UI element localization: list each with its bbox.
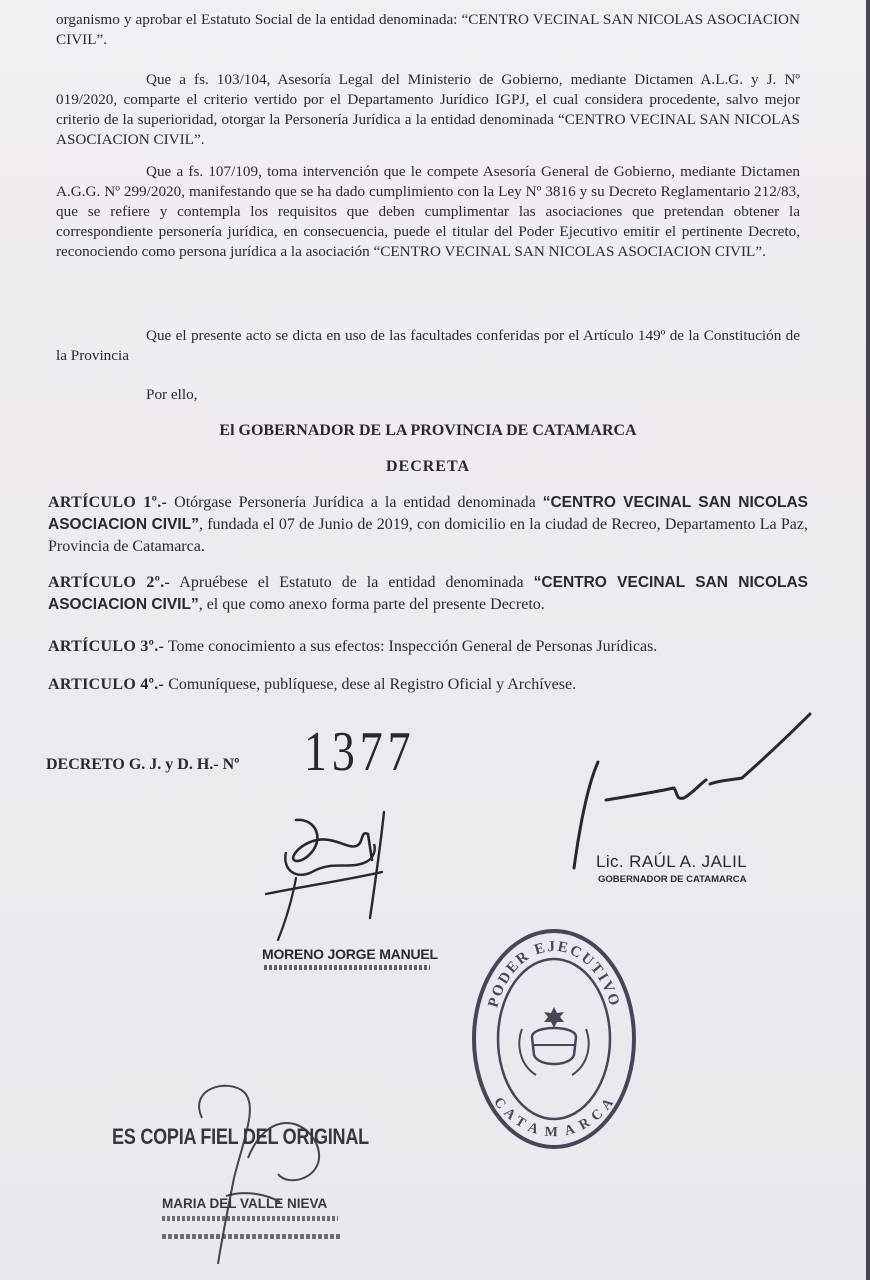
minister-name: MORENO JORGE MANUEL <box>262 946 438 962</box>
decreta-heading: DECRETA <box>385 458 471 475</box>
article-3: ARTÍCULO 3º.- Tome conocimiento a sus efectos: Inspección General de Personas Jurídicas. <box>48 638 658 655</box>
article-4: ARTICULO 4º.- Comuníquese, publíquese, dese al Registro Oficial y Archívese. <box>48 676 577 693</box>
page-edge <box>866 0 870 1280</box>
minister-title-illegible <box>264 965 430 970</box>
executive-seal <box>470 925 638 1153</box>
certifier-title-illegible-1 <box>162 1216 338 1221</box>
certifier-signature <box>148 1078 348 1268</box>
seal-bottom-text: CATAMARCA <box>490 1094 618 1141</box>
governor-title: GOBERNADOR DE CATAMARCA <box>598 874 747 885</box>
coat-of-arms-icon <box>519 1007 588 1075</box>
seal-top-text: PODER EJECUTIVO <box>485 938 623 1010</box>
decree-label: DECRETO G. J. y D. H.- Nº <box>46 756 240 773</box>
certifier-title-illegible-2 <box>162 1234 342 1239</box>
paragraph-legal-advice: Que a fs. 103/104, Asesoría Legal del Ministerio de Gobierno, mediante Dictamen A.L.G. y J. Nº 019/2020, comparte el criterio vertido por el Departamento Jurídico IGPJ, el cual considera procedente, salvo mejor criterio de la superioridad, otorgar la Personería Jurídica a la entidad denominada “CENTRO VECINAL SAN NICOLAS ASOCIACION CIVIL”. <box>56 71 800 148</box>
copy-stamp: ES COPIA FIEL DEL ORIGINAL <box>112 1124 369 1149</box>
certifier-name: MARIA DEL VALLE NIEVA <box>162 1196 328 1211</box>
paragraph-intro: organismo y aprobar el Estatuto Social de la entidad denominada: “CENTRO VECINAL SAN NICOLAS ASOCIACION CIVIL”. <box>56 11 800 48</box>
paragraph-por-ello: Por ello, <box>146 386 198 403</box>
article-2: ARTÍCULO 2º.- Apruébese el Estatuto de la entidad denominada “CENTRO VECINAL SAN NICOLAS ASOCIACION CIVIL”, el que como anexo forma parte del presente Decreto. <box>48 574 809 613</box>
governor-heading: El GOBERNADOR DE LA PROVINCIA DE CATAMARCA <box>219 422 637 439</box>
paragraph-faculties: Que el presente acto se dicta en uso de las facultades conferidas por el Artículo 149º de la Constitución de la Provincia <box>56 327 800 364</box>
governor-name: Lic. RAÚL A. JALIL <box>596 852 748 871</box>
article-1: ARTÍCULO 1º.- Otórgase Personería Jurídica a la entidad denominada “CENTRO VECINAL SAN NICOLAS ASOCIACION CIVIL”, fundada el 07 de Junio de 2019, con domicilio en la ciudad de Recreo, Departamento La Paz, Provincia de Catamarca. <box>48 494 809 555</box>
minister-signature <box>256 800 406 950</box>
decree-number: 1377 <box>304 721 416 783</box>
paragraph-general-advice: Que a fs. 107/109, toma intervención que le compete Asesoría General de Gobierno, mediante Dictamen A.G.G. Nº 299/2020, manifestando que se ha dado cumplimiento con la Ley Nº 3816 y su Decreto Reglamentario 212/83, que se refiere y contempla los requisitos que deben cumplimentar las asociaciones que pretendan obtener la correspondiente personería jurídica, en consecuencia, puede el titular del Poder Ejecutivo emitir el pertinente Decreto, reconociendo como persona jurídica a la asociación “CENTRO VECINAL SAN NICOLAS ASOCIACION CIVIL”. <box>56 163 800 260</box>
